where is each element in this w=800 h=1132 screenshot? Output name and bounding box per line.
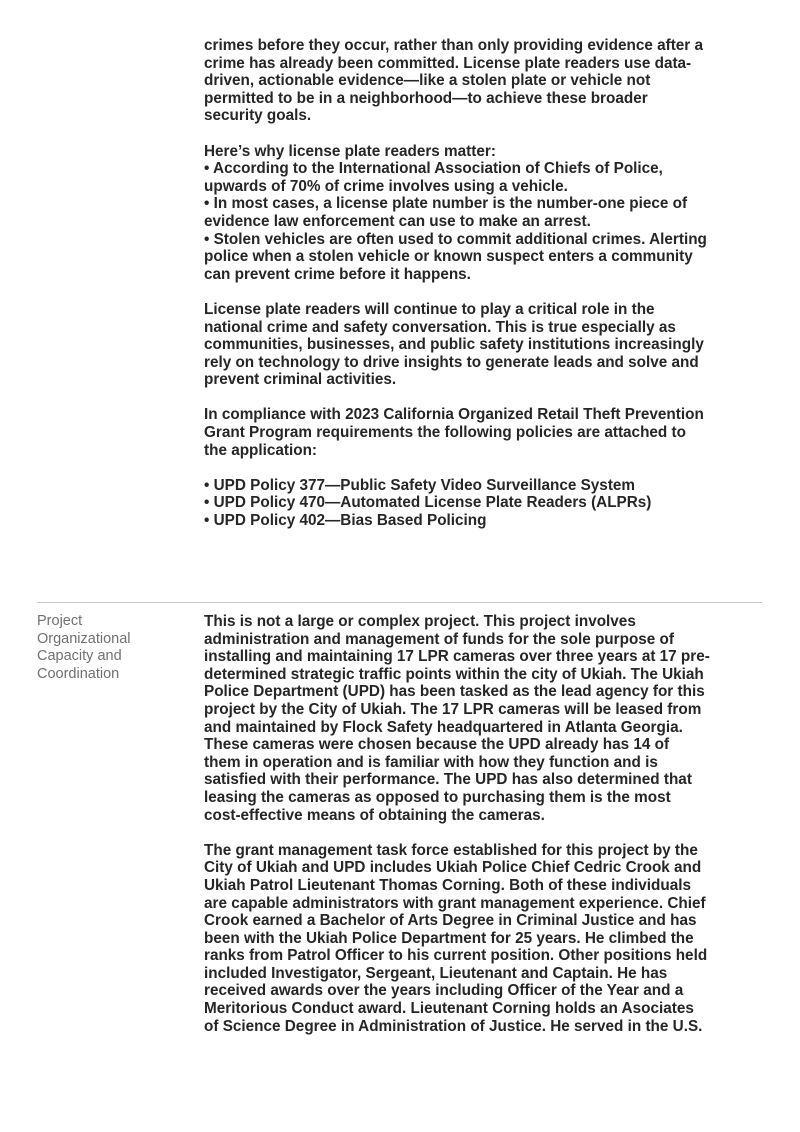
bullet-line: • According to the International Association of Chiefs of Police, <box>204 160 663 178</box>
policy-item: • UPD Policy 402—Bias Based Policing <box>204 512 487 530</box>
lpr-goals-paragraph <box>204 37 768 125</box>
text-line: national crime and safety conversation. This is true especially as <box>204 318 676 336</box>
text-line: Meritorious Conduct award. Lieutenant Corning holds an Asociates <box>204 1000 694 1018</box>
text-line: the application: <box>204 441 318 459</box>
task-force-paragraph <box>204 842 768 1036</box>
compliance-paragraph <box>204 406 768 459</box>
text-line: installing and maintaining 17 LPR cameras over three years at 17 pre- <box>204 648 710 666</box>
text-line: Police Department (UPD) has been tasked as the lead agency for this <box>204 683 705 701</box>
section-body <box>204 613 768 1035</box>
text-line: evidence law enforcement can use to make an arrest. <box>204 212 591 230</box>
text-line: included Investigator, Sergeant, Lieutenant and Captain. He has <box>204 964 668 982</box>
text-line: are capable administrators with grant management experience. Chief <box>204 894 706 912</box>
text-line: leasing the cameras as opposed to purchasing them is the most <box>204 788 671 806</box>
text-line: project by the City of Ukiah. The 17 LPR cameras will be leased from <box>204 700 702 718</box>
text-line: The grant management task force established for this project by the <box>204 841 698 859</box>
text-line: communities, businesses, and public safety institutions increasingly <box>204 336 704 354</box>
text-line: can prevent crime before it happens. <box>204 265 471 283</box>
text-line: of Science Degree in Administration of Justice. He served in the U.S. <box>204 1017 703 1035</box>
text-line: driven, actionable evidence—like a stolen plate or vehicle not <box>204 72 651 90</box>
text-line: been with the Ukiah Police Department for 25 years. He climbed the <box>204 929 694 947</box>
text-line: police when a stolen vehicle or known suspect enters a community <box>204 248 693 266</box>
text-line: security goals. <box>204 107 312 125</box>
section-label <box>37 613 187 683</box>
text-line: and maintained by Flock Safety headquartered in Atlanta Georgia. <box>204 718 683 736</box>
text-line: Crook earned a Bachelor of Arts Degree in Criminal Justice and has <box>204 912 697 930</box>
text-line: Here’s why license plate readers matter: <box>204 142 496 160</box>
section-divider <box>37 602 762 603</box>
text-line: License plate readers will continue to play a critical role in the <box>204 300 655 318</box>
text-line: City of Ukiah and UPD includes Ukiah Police Chief Cedric Crook and <box>204 859 702 877</box>
label-line: Capacity and <box>37 648 122 665</box>
label-line: Coordination <box>37 665 120 682</box>
label-line: Project <box>37 613 83 629</box>
text-line: rely on technology to drive insights to generate leads and solve and <box>204 353 699 371</box>
text-line: ranks from Patrol Officer to his current position. Other positions held <box>204 947 708 965</box>
text-line: These cameras were chosen because the UPD already has 14 of <box>204 736 670 754</box>
bullet-line: • In most cases, a license plate number is the number-one piece of <box>204 195 688 213</box>
text-line: In compliance with 2023 California Organized Retail Theft Prevention <box>204 406 704 424</box>
why-lpr-matter-paragraph <box>204 143 768 284</box>
text-line: crime has already been committed. License plate readers use data- <box>204 54 692 72</box>
text-line: Ukiah Patrol Lieutenant Thomas Corning. Both of these individuals <box>204 876 691 894</box>
text-line: Grant Program requirements the following policies are attached to <box>204 424 686 442</box>
text-line: administration and management of funds for the sole purpose of <box>204 630 674 648</box>
text-line: them in operation and is familiar with how they function and is <box>204 753 658 771</box>
critical-role-paragraph <box>204 301 768 389</box>
text-line: received awards over the years including Officer of the Year and a <box>204 982 684 1000</box>
text-line: satisfied with their performance. The UPD has also determined that <box>204 771 692 789</box>
bullet-line: • Stolen vehicles are often used to commit additional crimes. Alerting <box>204 230 707 248</box>
policy-item: • UPD Policy 377—Public Safety Video Surveillance System <box>204 476 636 494</box>
policy-item: • UPD Policy 470—Automated License Plate Readers (ALPRs) <box>204 494 652 512</box>
text-line: cost-effective means of obtaining the cameras. <box>204 806 545 824</box>
text-line: prevent criminal activities. <box>204 371 397 389</box>
text-line: This is not a large or complex project. This project involves <box>204 613 636 630</box>
text-line: determined strategic traffic points within the city of Ukiah. The Ukiah <box>204 665 704 683</box>
continued-section-body <box>204 37 768 530</box>
text-line: crimes before they occur, rather than only providing evidence after a <box>204 37 704 54</box>
policy-list <box>204 477 768 530</box>
text-line: permitted to be in a neighborhood—to achieve these broader <box>204 89 648 107</box>
text-line: upwards of 70% of crime involves using a vehicle. <box>204 177 568 195</box>
project-scope-paragraph <box>204 613 768 824</box>
label-line: Organizational <box>37 630 131 647</box>
